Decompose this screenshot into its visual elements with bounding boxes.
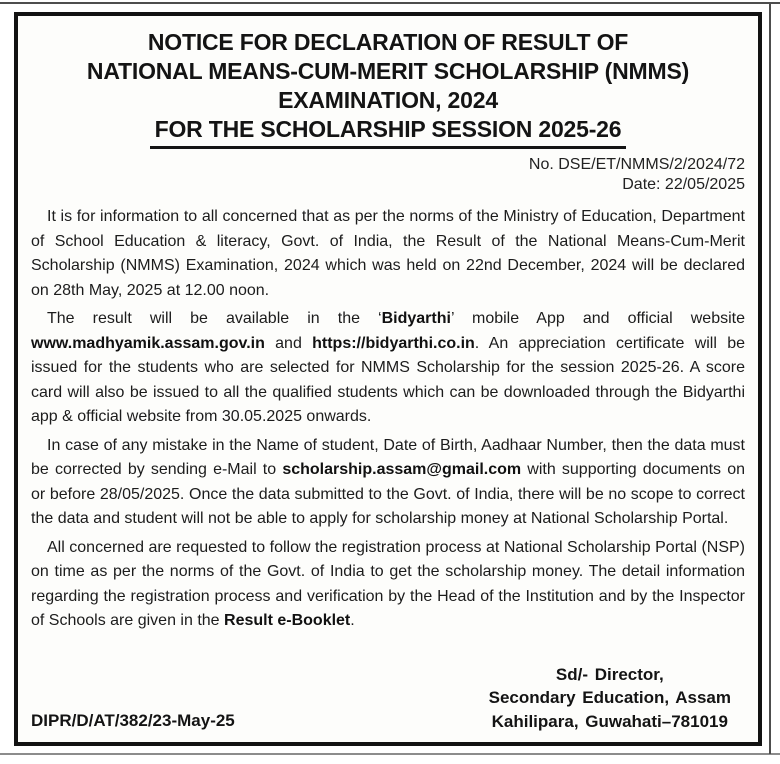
- notice-title-line: NATIONAL MEANS-CUM-MERIT SCHOLARSHIP (NMMS): [86, 58, 690, 84]
- signature-line: Secondary Education, Assam: [488, 688, 731, 707]
- notice-paragraphs: [31, 198, 745, 634]
- signature-block: [489, 663, 731, 734]
- scan-top-rule: [0, 2, 780, 4]
- signature-line: Kahilipara, Guwahati–781019: [491, 711, 728, 731]
- scan-bottom-rule: [0, 753, 780, 755]
- notice-title-line: FOR THE SCHOLARSHIP SESSION 2025-26: [31, 115, 745, 149]
- notice-paragraph: The result will be available in the ‘Bidyarthi’ mobile App and official website www.madhyamik.assam.gov.in and https://bidyarthi.co.in. An appreciation certificate will be issued for the students who are selected for NMMS Scholarship for the session 2025-26. A score card will also be issued to all the qualified students which can be downloaded through the Bidyarthi app & official website from 30.05.2025 onwards.: [31, 310, 745, 425]
- notice-footer: [31, 663, 745, 734]
- reference-block: [31, 155, 745, 195]
- notice-title-line: NOTICE FOR DECLARATION OF RESULT OF: [147, 29, 629, 55]
- notice-title-line: EXAMINATION, 2024: [278, 87, 498, 113]
- notice-paragraph: All concerned are requested to follow the registration process at National Scholarship Portal (NSP) on time as per the norms of the Govt. of India to get the scholarship money. The detail information regarding the registration process and verification by the Head of the Institution and by the Inspector of Schools are given in the Result e-Booklet.: [31, 538, 745, 629]
- dipr-reference: DIPR/D/AT/382/23-May-25: [31, 711, 235, 730]
- reference-number: No. DSE/ET/NMMS/2/2024/72: [528, 156, 745, 173]
- scan-right-rule: [769, 3, 771, 754]
- notice-paragraph: It is for information to all concerned that as per the norms of the Ministry of Education, Department of School Education & literacy, Govt. of India, the Result of the National Means-Cum-Merit Scholarship (NMMS) Examination, 2024 which was held on 22nd December, 2024 will be declared on 28th May, 2025 at 12.00 noon.: [31, 208, 745, 299]
- notice-title: [31, 28, 745, 149]
- notice-paragraph: In case of any mistake in the Name of student, Date of Birth, Aadhaar Number, then the data must be corrected by sending e-Mail to scholarship.assam@gmail.com with supporting documents on or before 28/05/2025. Once the data submitted to the Govt. of India, there will be no scope to correct the data and student will not be able to apply for scholarship money at National Scholarship Portal.: [31, 436, 746, 527]
- signature-line: Sd/- Director,: [555, 664, 664, 684]
- notice-frame: [14, 12, 762, 746]
- reference-date: Date: 22/05/2025: [622, 176, 745, 193]
